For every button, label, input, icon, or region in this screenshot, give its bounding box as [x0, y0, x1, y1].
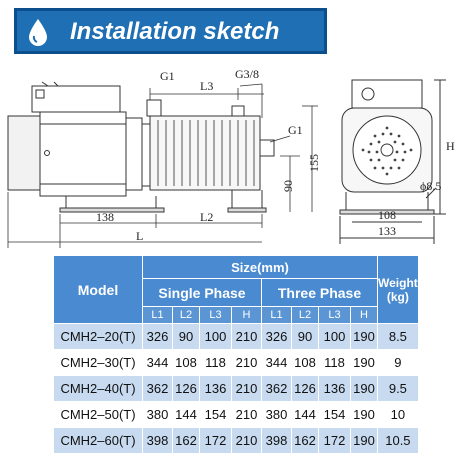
weight-cell: 8.5	[378, 324, 419, 350]
size-cell: 154	[319, 402, 351, 428]
motor-body	[40, 112, 126, 196]
size-cell: 326	[143, 324, 173, 350]
size-cell: 172	[319, 428, 351, 454]
label-g1-top: G1	[160, 69, 175, 83]
label-90: 90	[281, 180, 295, 192]
page-title: Installation sketch	[70, 18, 280, 45]
weight-cell: 9	[378, 350, 419, 376]
subcol-header: H	[232, 307, 262, 324]
three-phase-header: Three Phase	[262, 279, 378, 307]
size-cell: 380	[143, 402, 173, 428]
size-cell: 398	[143, 428, 173, 454]
size-cell: 144	[173, 402, 200, 428]
subcol-header: L1	[262, 307, 292, 324]
size-cell: 362	[143, 376, 173, 402]
size-cell: 100	[319, 324, 351, 350]
size-cell: 380	[262, 402, 292, 428]
size-cell: 118	[319, 350, 351, 376]
size-cell: 144	[292, 402, 319, 428]
model-cell: CMH2–50(T)	[54, 402, 143, 428]
terminal-box	[32, 86, 120, 112]
subcol-header: H	[351, 307, 378, 324]
label-l: L	[136, 229, 144, 243]
size-cell: 136	[200, 376, 232, 402]
size-cell: 190	[351, 428, 378, 454]
label-phi: ϕ8.5	[420, 179, 442, 193]
subcol-header: L3	[200, 307, 232, 324]
size-cell: 190	[351, 376, 378, 402]
table-row	[54, 428, 419, 454]
table-row	[54, 350, 419, 376]
size-cell: 398	[262, 428, 292, 454]
size-cell: 126	[292, 376, 319, 402]
size-cell: 100	[200, 324, 232, 350]
label-l2: L2	[200, 210, 214, 224]
table-row	[54, 402, 419, 428]
table-row	[54, 376, 419, 402]
size-cell: 210	[232, 376, 262, 402]
subcol-header: L2	[292, 307, 319, 324]
size-cell: 90	[292, 324, 319, 350]
size-cell: 118	[200, 350, 232, 376]
weight-header	[378, 256, 419, 324]
table-row	[54, 324, 419, 350]
size-cell: 162	[173, 428, 200, 454]
size-cell: 210	[232, 402, 262, 428]
weight-header-line1: Weight	[378, 275, 418, 290]
subcol-header: L2	[173, 307, 200, 324]
water-drop-icon	[25, 17, 51, 47]
size-cell: 362	[262, 376, 292, 402]
subcol-header: L3	[319, 307, 351, 324]
subcol-header: L1	[143, 307, 173, 324]
label-g1-side: G1	[288, 123, 303, 137]
installation-drawing	[0, 58, 474, 248]
size-cell: 172	[200, 428, 232, 454]
spec-table	[53, 255, 419, 454]
label-138: 138	[96, 210, 114, 224]
model-cell: CMH2–20(T)	[54, 324, 143, 350]
size-header: Size(mm)	[143, 256, 378, 279]
label-155: 155	[307, 154, 321, 172]
size-cell: 344	[262, 350, 292, 376]
label-l3: L3	[200, 79, 214, 93]
size-cell: 126	[173, 376, 200, 402]
model-cell: CMH2–40(T)	[54, 376, 143, 402]
weight-cell: 10.5	[378, 428, 419, 454]
size-cell: 210	[232, 350, 262, 376]
size-cell: 136	[319, 376, 351, 402]
single-phase-header: Single Phase	[143, 279, 262, 307]
size-cell: 108	[173, 350, 200, 376]
size-cell: 190	[351, 350, 378, 376]
label-g3-8: G3/8	[235, 67, 259, 81]
size-cell: 344	[143, 350, 173, 376]
model-cell: CMH2–60(T)	[54, 428, 143, 454]
model-cell: CMH2–30(T)	[54, 350, 143, 376]
label-h: H	[446, 139, 455, 153]
size-cell: 326	[262, 324, 292, 350]
size-cell: 190	[351, 324, 378, 350]
model-header: Model	[54, 256, 143, 324]
size-cell: 108	[292, 350, 319, 376]
size-cell: 154	[200, 402, 232, 428]
weight-cell: 10	[378, 402, 419, 428]
weight-cell: 9.5	[378, 376, 419, 402]
label-108: 108	[378, 208, 396, 222]
size-cell: 162	[292, 428, 319, 454]
label-133: 133	[378, 224, 396, 238]
title-banner	[14, 8, 327, 54]
size-cell: 190	[351, 402, 378, 428]
size-cell: 210	[232, 324, 262, 350]
weight-header-line2: (kg)	[386, 289, 409, 304]
size-cell: 90	[173, 324, 200, 350]
size-cell: 210	[232, 428, 262, 454]
